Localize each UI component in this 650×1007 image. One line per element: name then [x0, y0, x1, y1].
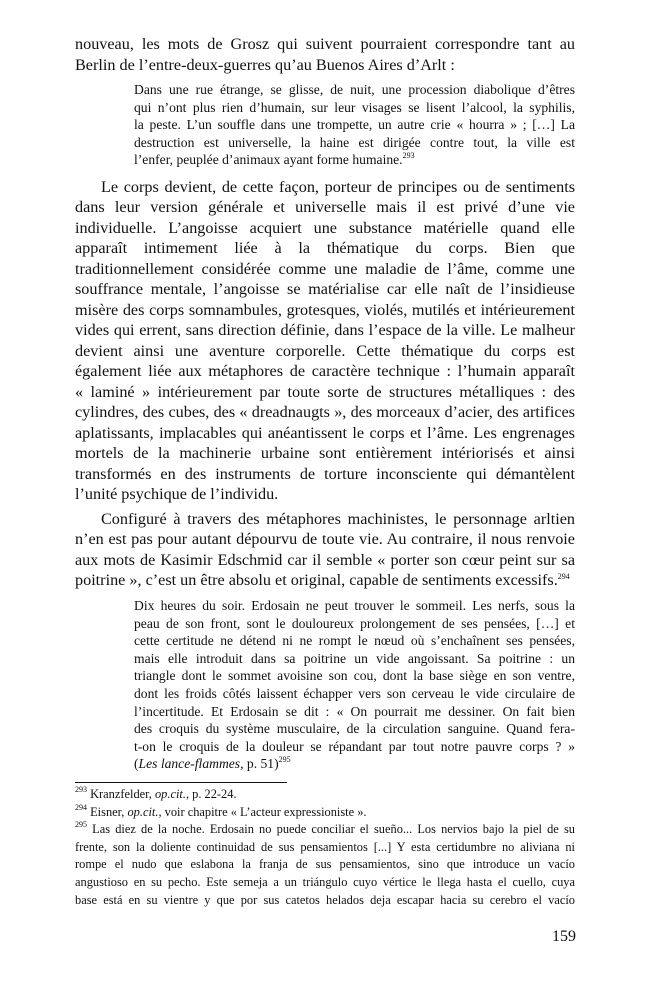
text-line: la peste. L’un souffle dans une trompette, un autre crie « hourra » ; […] La [134, 117, 575, 133]
footnote-ref: op.cit. [127, 804, 159, 819]
text-line: dans leur version générale et universelle mais il est privé d’une vie [75, 198, 575, 217]
footnotes [75, 786, 575, 909]
text-line: Berlin de l’entre-deux-guerres qu’au Buenos Aires d’Arlt : [75, 55, 455, 74]
paragraph-corps [75, 177, 575, 505]
footnote-text: , voir chapitre « L’acteur expressioniste ». [158, 804, 367, 819]
text-line: « laminé » intérieurement par toute sorte de structures métalliques : des [75, 382, 575, 401]
paragraph-intro [75, 34, 575, 75]
footnote-number: 295 [75, 820, 87, 830]
footnote-line: rompe el nudo que eslabona la franja de sus pensamientos, sino que introduce un vacío [75, 857, 575, 872]
footnote-number: 294 [75, 802, 87, 812]
text-line: Le corps devient, de cette façon, porteur de principes ou de sentiments [101, 177, 575, 196]
footnote-ref-295[interactable]: 295 [278, 755, 291, 765]
text-line: souffrance mentale, l’angoisse se matérialise car elle naît de l’insidieuse [75, 280, 575, 299]
source-page: , p. 51) [240, 756, 279, 772]
text-line: aplatissants, implacables qui anéantissent le corps et l’âme. Les engrenages [75, 423, 575, 442]
text-line: cette certitude ne détend ni ne rompt le nœud où s’enchaînent ses pensées, [134, 633, 575, 649]
text-line: n’en est pas pour autant dépourvu de toute vie. Au contraire, il nous renvoie [75, 530, 575, 549]
footnote-author: Eisner, [90, 804, 128, 819]
footnote-text: , p. 22-24. [185, 787, 237, 801]
text-line: Configuré à travers des métaphores machinistes, le personnage arltien [101, 509, 575, 528]
text-line: également liée aux métaphores de caractère technique : l’humain apparaît [75, 362, 575, 381]
text-line: t-on le croquis de la douleur se répandant par tout notre pauvre corps ? » [134, 738, 575, 754]
footnote-ref: op.cit. [154, 787, 186, 801]
footnote-text: Las diez de la noche. Erdosain no puede conciliar el sueño... Los nervios bajo la piel de su [92, 822, 575, 837]
main-text-column [75, 34, 575, 773]
text-line: traditionnellement considérée comme une maladie de l’âme, comme une [75, 259, 575, 278]
text-line: Dix heures du soir. Erdosain ne peut trouver le sommeil. Les nerfs, sous la [134, 597, 575, 613]
text-line: transformés en des instruments de torture inconsciente qui démantèlent [75, 464, 575, 483]
text-line: mais elle introduit dans sa poitrine un vide angoissant. Sa poitrine : un [134, 650, 575, 666]
footnote-line: base está en su vientre y que por sus catetos helados deja escapar hacia su cerebro el vacío [75, 892, 575, 907]
source-title: Les lance-flammes [138, 756, 241, 772]
text-line: triangle dont le sommet avoisine son cou, dont la base siège en son ventre, [134, 668, 575, 684]
text-line: l’unité psychique de l’individu. [75, 485, 279, 504]
footnote-separator [75, 782, 287, 783]
quote-source: (Les lance-flammes, p. 51)$^{295}$ [134, 755, 291, 772]
text-line: mortels de la machinerie urbaine sont entièrement intériorisés et ainsi [75, 444, 575, 463]
paragraph-configure [75, 509, 575, 591]
text-line: apparaît intimement liée à la thématique du corps. Bien que [75, 239, 575, 258]
text-line: qui n’ont plus rien d’humain, sur leur visages se lisent l’alcool, la syphilis, [134, 99, 575, 115]
block-quote-grosz [134, 81, 575, 169]
text-line: des croquis du système musculaire, de la circulation sanguine. Quand fera- [134, 721, 575, 737]
footnote-number: 293 [75, 785, 87, 794]
quote-text: l’enfer, peuplée d’animaux ayant forme humaine. [134, 152, 403, 168]
footnote-293 [75, 786, 575, 804]
footnote-ref-294[interactable]: 294 [557, 572, 570, 582]
text-line: nouveau, les mots de Grosz qui suivent pourraient correspondre tant au [75, 35, 575, 53]
footnote-ref-293[interactable]: 293 [402, 151, 415, 161]
block-quote-erdosain [134, 597, 575, 773]
text-line: destruction est universelle, la haine est dirigée contre tout, la ville est [134, 134, 575, 150]
text-line [75, 570, 575, 591]
text-line: Dans une rue étrange, se glisse, de nuit, une procession diabolique d’êtres [134, 82, 575, 97]
text-line: misère des corps somnambules, grotesques, violés, mutilés et intérieurement [75, 300, 575, 319]
text-line: cylindres, des cubes, des « dreadnaugts », des morceaux d’acier, des artifices [75, 403, 575, 422]
text-line: dont les froids côtés laissent échapper vers son cerveau le vide circulaire de [134, 685, 575, 701]
paragraph-text: poitrine », c’est un être absolu et original, capable de sentiments excessifs. [75, 571, 558, 590]
footnote-295 [75, 821, 575, 839]
footnote-line: angustioso en su pecho. Este semeja a un triángulo cuyo vértice le llega hasta el cuello, cuya [75, 874, 575, 889]
text-line: l’incertitude. Et Erdosain se dit : « On pourrait me dessiner. On fait bien [134, 703, 575, 719]
text-line: vides qui errent, sans direction définie, dans l’espace de la ville. Le malheur [75, 321, 575, 340]
text-line: aux mots de Kasimir Edschmid car il semble « porter son cœur peint sur sa [75, 550, 575, 569]
footnote-author: Kranzfelder, [90, 787, 155, 801]
footnote-294 [75, 804, 575, 822]
text-line: peau de son front, sont le douloureux prolongement de ses pensées, […] et [134, 615, 575, 631]
page-number: 159 [552, 928, 576, 945]
text-line: devient ainsi une aventure corporelle. Cette thématique du corps est [75, 341, 575, 360]
text-line: individuelle. L’angoisse acquiert une substance matérielle quand elle [75, 218, 575, 237]
text-line [134, 151, 575, 169]
footnote-line: frente, son la doliente continuidad de sus pensamientos [...] Y esta certidumbre no aliviana ni [75, 839, 575, 854]
